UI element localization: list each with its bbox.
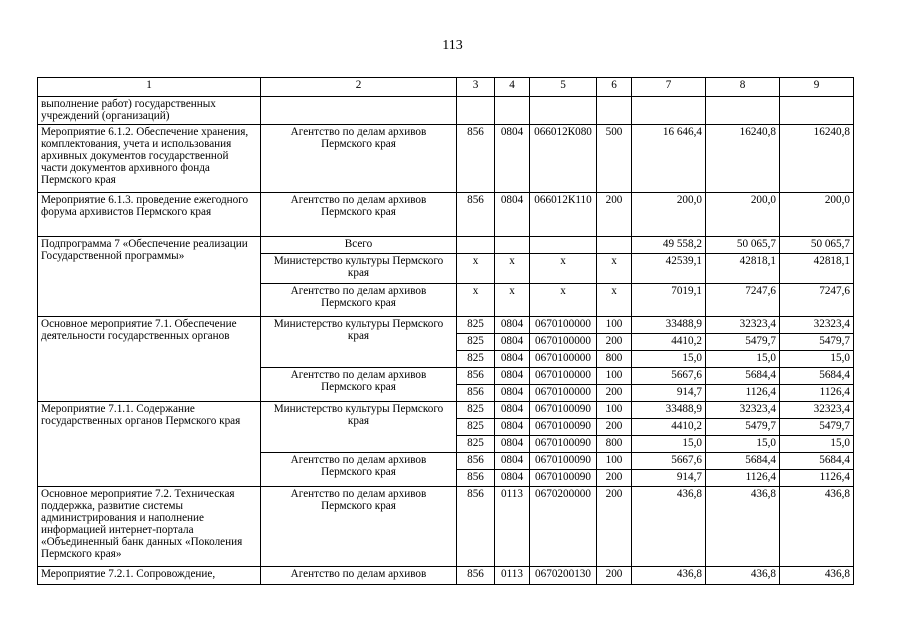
code-admin: 825	[457, 436, 495, 453]
activity-name: выполнение работ) государственных учреждений (организаций)	[38, 97, 261, 125]
code-admin: 856	[457, 453, 495, 470]
code-target: 0670100090	[530, 453, 597, 470]
code-expense: x	[597, 254, 632, 284]
amount-col-8: 16240,8	[706, 125, 780, 193]
table-row	[38, 237, 854, 254]
code-section: x	[495, 284, 530, 317]
code-admin: 856	[457, 470, 495, 487]
code-admin: 856	[457, 368, 495, 385]
executor: Министерство культуры Пермского края	[261, 402, 457, 453]
amount-col-9: 15,0	[780, 351, 854, 368]
code-admin: 856	[457, 385, 495, 402]
amount-col-9: 5479,7	[780, 419, 854, 436]
amount-col-9: 42818,1	[780, 254, 854, 284]
code-section: 0804	[495, 385, 530, 402]
activity-name: Мероприятие 7.1.1. Содержание государственных органов Пермского края	[38, 402, 261, 487]
code-section: 0804	[495, 317, 530, 334]
amount-col-8: 5684,4	[706, 453, 780, 470]
code-target: 0670100000	[530, 385, 597, 402]
amount-col-7: 4410,2	[632, 334, 706, 351]
amount-col-7: 42539,1	[632, 254, 706, 284]
executor-total: Всего	[261, 237, 457, 254]
amount-col-8: 15,0	[706, 351, 780, 368]
amount-col-7: 5667,6	[632, 368, 706, 385]
executor: Министерство культуры Пермского края	[261, 317, 457, 368]
code-section: 0804	[495, 334, 530, 351]
code-target: 0670200000	[530, 487, 597, 567]
code-target: 0670100000	[530, 334, 597, 351]
code-section: 0804	[495, 419, 530, 436]
executor: Агентство по делам архивов	[261, 567, 457, 585]
header-col-5: 5	[530, 78, 597, 97]
amount-col-7: 33488,9	[632, 402, 706, 419]
header-col-7: 7	[632, 78, 706, 97]
code-section: 0804	[495, 193, 530, 237]
header-col-3: 3	[457, 78, 495, 97]
code-admin: x	[457, 284, 495, 317]
amount-col-9: 32323,4	[780, 402, 854, 419]
amount-col-9: 15,0	[780, 436, 854, 453]
code-expense: x	[597, 284, 632, 317]
code-expense: 500	[597, 125, 632, 193]
amount-col-7: 914,7	[632, 470, 706, 487]
code-section: 0804	[495, 470, 530, 487]
code-section: 0113	[495, 567, 530, 585]
amount-col-7: 436,8	[632, 487, 706, 567]
header-row	[38, 78, 854, 97]
amount-col-8: 200,0	[706, 193, 780, 237]
amount-col-9: 5684,4	[780, 453, 854, 470]
code-expense: 800	[597, 436, 632, 453]
code-target: 0670100090	[530, 436, 597, 453]
amount-col-7: 436,8	[632, 567, 706, 585]
amount-col-7: 4410,2	[632, 419, 706, 436]
amount-col-9: 1126,4	[780, 470, 854, 487]
header-col-8: 8	[706, 78, 780, 97]
table-row	[38, 97, 854, 125]
code-target: x	[530, 284, 597, 317]
amount-col-9: 32323,4	[780, 317, 854, 334]
amount-col-9: 200,0	[780, 193, 854, 237]
activity-name: Мероприятие 6.1.2. Обеспечение хранения, комплектования, учета и использования архивных документов государственной части документов архивного фонда Пермского края	[38, 125, 261, 193]
header-col-9: 9	[780, 78, 854, 97]
amount-col-7: 33488,9	[632, 317, 706, 334]
code-expense: 100	[597, 317, 632, 334]
code-target: 0670100000	[530, 317, 597, 334]
amount-col-7: 914,7	[632, 385, 706, 402]
code-target: 0670100000	[530, 368, 597, 385]
code-expense: 200	[597, 567, 632, 585]
code-expense: 200	[597, 470, 632, 487]
code-expense: 200	[597, 487, 632, 567]
code-admin: 825	[457, 334, 495, 351]
amount-col-8: 436,8	[706, 487, 780, 567]
amount-col-7: 200,0	[632, 193, 706, 237]
code-target: 0670200130	[530, 567, 597, 585]
table-row	[38, 567, 854, 585]
activity-name: Основное мероприятие 7.2. Техническая поддержка, развитие системы администрирования и наполнение информацией интернет-портала «Объединенный банк данных «Поколения Пермского края»	[38, 487, 261, 567]
code-section: 0113	[495, 487, 530, 567]
code-admin: 856	[457, 567, 495, 585]
amount-col-8: 32323,4	[706, 402, 780, 419]
code-target: 066012К110	[530, 193, 597, 237]
table-row	[38, 317, 854, 334]
code-admin: 825	[457, 317, 495, 334]
amount-col-8: 5479,7	[706, 334, 780, 351]
amount-col-7: 5667,6	[632, 453, 706, 470]
code-target: x	[530, 254, 597, 284]
amount-col-8: 5479,7	[706, 419, 780, 436]
amount-col-8: 50 065,7	[706, 237, 780, 254]
code-expense: 100	[597, 453, 632, 470]
executor: Агентство по делам архивов Пермского края	[261, 368, 457, 402]
amount-col-9: 1126,4	[780, 385, 854, 402]
code-admin: x	[457, 254, 495, 284]
code-expense: 200	[597, 334, 632, 351]
amount-col-8: 1126,4	[706, 470, 780, 487]
activity-name: Основное мероприятие 7.1. Обеспечение деятельности государственных органов	[38, 317, 261, 402]
activity-name: Мероприятие 6.1.3. проведение ежегодного форума архивистов Пермского края	[38, 193, 261, 237]
page-number: 113	[442, 38, 463, 53]
amount-col-9: 436,8	[780, 567, 854, 585]
amount-col-8: 32323,4	[706, 317, 780, 334]
executor: Агентство по делам архивов Пермского края	[261, 284, 457, 317]
header-col-6: 6	[597, 78, 632, 97]
code-expense: 200	[597, 385, 632, 402]
table-row	[38, 125, 854, 193]
amount-col-9: 5479,7	[780, 334, 854, 351]
executor: Министерство культуры Пермского края	[261, 254, 457, 284]
table-row	[38, 193, 854, 237]
amount-col-7: 7019,1	[632, 284, 706, 317]
amount-col-8: 1126,4	[706, 385, 780, 402]
code-admin: 856	[457, 487, 495, 567]
code-admin: 856	[457, 193, 495, 237]
amount-col-9: 5684,4	[780, 368, 854, 385]
code-admin: 825	[457, 402, 495, 419]
code-expense: 100	[597, 402, 632, 419]
executor: Агентство по делам архивов Пермского края	[261, 487, 457, 567]
code-section: 0804	[495, 351, 530, 368]
code-target: 0670100090	[530, 402, 597, 419]
activity-name: Подпрограмма 7 «Обеспечение реализации Государственной программы»	[38, 237, 261, 317]
amount-col-8: 7247,6	[706, 284, 780, 317]
amount-col-8: 15,0	[706, 436, 780, 453]
code-target: 0670100090	[530, 419, 597, 436]
amount-col-9: 50 065,7	[780, 237, 854, 254]
code-section: 0804	[495, 453, 530, 470]
code-section: 0804	[495, 436, 530, 453]
executor: Агентство по делам архивов Пермского края	[261, 453, 457, 487]
executor: Агентство по делам архивов Пермского края	[261, 193, 457, 237]
amount-col-7: 15,0	[632, 436, 706, 453]
amount-col-9: 436,8	[780, 487, 854, 567]
table-row	[38, 487, 854, 567]
code-section: 0804	[495, 402, 530, 419]
code-target: 066012К080	[530, 125, 597, 193]
amount-col-7: 16 646,4	[632, 125, 706, 193]
code-admin: 856	[457, 125, 495, 193]
code-section: x	[495, 254, 530, 284]
amount-col-8: 436,8	[706, 567, 780, 585]
table-row	[38, 402, 854, 419]
budget-table	[37, 77, 854, 585]
code-target: 0670100000	[530, 351, 597, 368]
executor: Агентство по делам архивов Пермского края	[261, 125, 457, 193]
activity-name: Мероприятие 7.2.1. Сопровождение,	[38, 567, 261, 585]
code-admin: 825	[457, 419, 495, 436]
code-expense: 200	[597, 193, 632, 237]
code-section: 0804	[495, 368, 530, 385]
amount-col-8: 5684,4	[706, 368, 780, 385]
amount-col-9: 16240,8	[780, 125, 854, 193]
code-expense: 100	[597, 368, 632, 385]
code-expense: 800	[597, 351, 632, 368]
header-col-4: 4	[495, 78, 530, 97]
header-col-1: 1	[38, 78, 261, 97]
amount-col-7: 49 558,2	[632, 237, 706, 254]
amount-col-8: 42818,1	[706, 254, 780, 284]
amount-col-9: 7247,6	[780, 284, 854, 317]
code-expense: 200	[597, 419, 632, 436]
code-admin: 825	[457, 351, 495, 368]
code-target: 0670100090	[530, 470, 597, 487]
amount-col-7: 15,0	[632, 351, 706, 368]
header-col-2: 2	[261, 78, 457, 97]
code-section: 0804	[495, 125, 530, 193]
